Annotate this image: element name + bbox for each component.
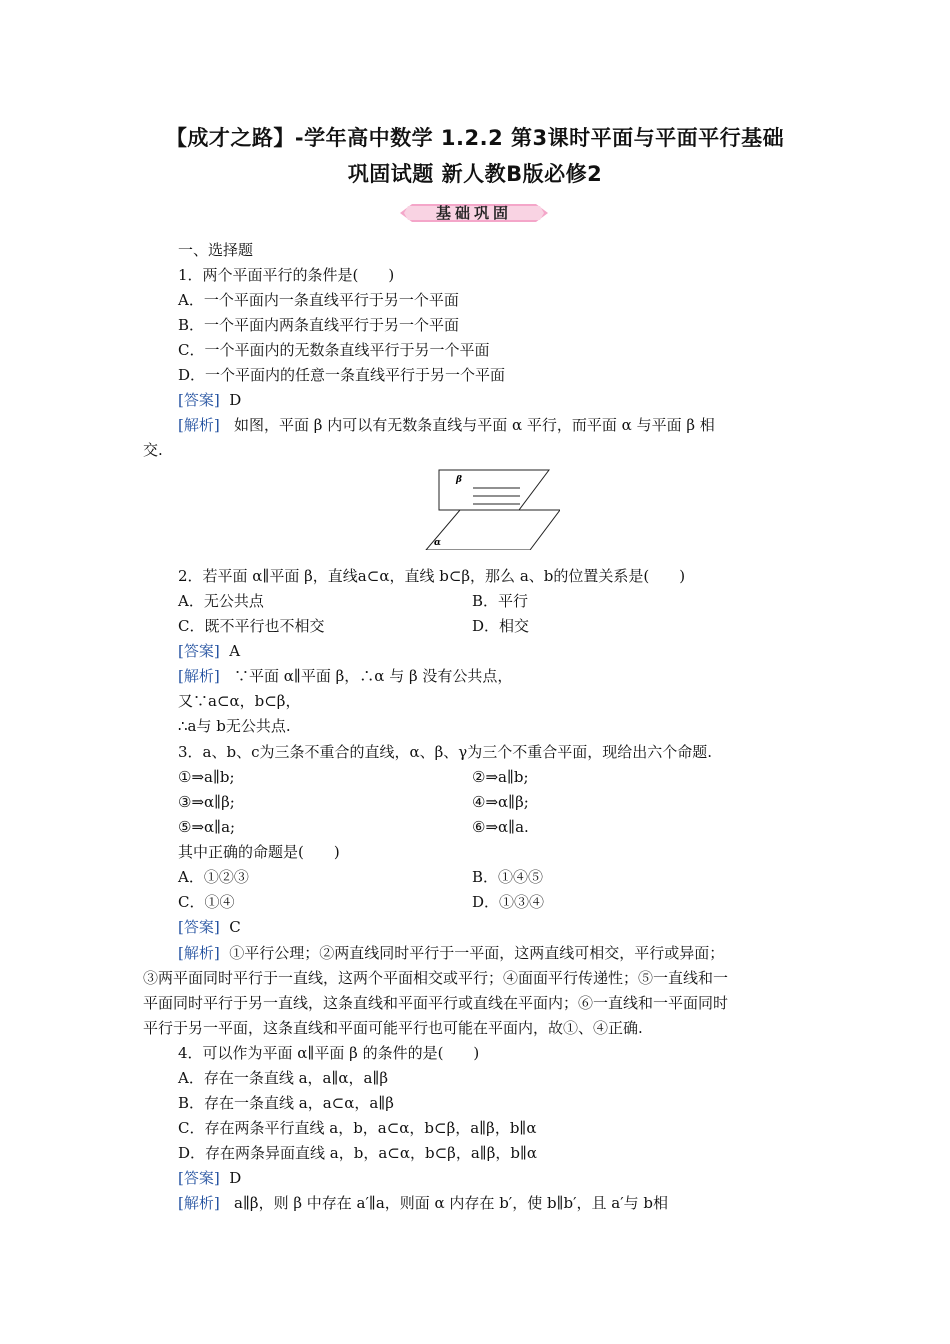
q2-option-b: B．平行 [472,592,529,610]
q3-analysis-line-3: 平面同时平行于另一直线，这条直线和平面平行或直线在平面内；⑥一直线和一平面同时 [143,994,729,1012]
q3-option-b: B．①④⑤ [472,868,544,886]
q4-answer [178,1168,241,1188]
q2-stem: 2．若平面 α∥平面 β，直线a⊂α，直线 b⊂β，那么 a、b的位置关系是( ) [178,567,686,585]
q3-analysis [178,943,724,963]
q3-prop-1: ①⇒a∥b; [178,768,235,786]
analysis-tag: [解析] [178,416,220,434]
plane-alpha-shape [426,510,560,550]
q1-option-a: A．一个平面内一条直线平行于另一个平面 [178,291,459,309]
q4-option-c: C．存在两条平行直线 a，b，a⊂α，b⊂β，a∥β，b∥α [178,1119,537,1137]
q4-analysis [178,1193,668,1213]
q2-answer [178,641,240,661]
q3-prop-4: ④⇒α∥β; [472,793,529,811]
q3-analysis-line-4: 平行于另一平面，这条直线和平面可能平行也可能在平面内，故①、④正确. [143,1019,643,1037]
q2-analysis [178,666,512,686]
q3-prop-5: ⑤⇒α∥a; [178,818,236,836]
q1-stem: 1．两个平面平行的条件是( ) [178,266,395,284]
q1-option-c: C．一个平面内的无数条直线平行于另一个平面 [178,341,490,359]
q3-analysis-line-2: ③两平面同时平行于一直线，这两个平面相交或平行；④面面平行传递性；⑤一直线和一 [143,969,729,987]
q3-prop-3: ③⇒α∥β; [178,793,235,811]
answer-tag: [答案] [178,642,220,660]
q3-ask: 其中正确的命题是( ) [178,843,340,861]
q3-option-a: A．①②③ [178,868,249,886]
label-alpha: α [434,538,441,548]
q1-analysis [178,415,715,435]
q1-analysis-cont: 交. [143,441,163,459]
q2-analysis-line-3: ∴a与 b无公共点. [178,717,291,735]
analysis-text: a∥β，则 β 中存在 a′∥a，则面 α 内存在 b′，使 b∥b′，且 a′与 b相 [234,1194,669,1212]
q4-stem: 4．可以作为平面 α∥平面 β 的条件的是( ) [178,1044,480,1062]
answer-tag: [答案] [178,1169,220,1187]
q3-prop-6: ⑥⇒α∥a. [472,818,529,836]
analysis-tag: [解析] [178,1194,220,1212]
label-beta: β [456,475,462,485]
analysis-text: 如图，平面 β 内可以有无数条直线与平面 α 平行，而平面 α 与平面 β 相 [234,416,715,434]
q1-answer [178,390,241,410]
answer-value: D [229,1169,242,1187]
document-title-line-2: 巩固试题 新人教B版必修2 [347,162,603,186]
analysis-tag: [解析] [178,944,220,962]
q3-answer [178,917,241,937]
section-heading: 一、选择题 [178,241,254,259]
answer-value: D [229,391,242,409]
section-banner [398,202,550,224]
banner-label: 基础巩固 [435,204,512,222]
q3-option-c: C．①④ [178,893,235,911]
q1-option-d: D．一个平面内的任意一条直线平行于另一个平面 [178,366,506,384]
answer-value: C [229,918,241,936]
intersecting-planes-figure [425,466,560,550]
answer-tag: [答案] [178,391,220,409]
q3-stem: 3．a、b、c为三条不重合的直线，α、β、γ为三个不重合平面，现给出六个命题. [178,743,713,761]
analysis-tag: [解析] [178,667,220,685]
q2-option-a: A．无公共点 [178,592,264,610]
q2-option-c: C．既不平行也不相交 [178,617,325,635]
q2-option-d: D．相交 [472,617,530,635]
q4-option-b: B．存在一条直线 a，a⊂α，a∥β [178,1094,394,1112]
q1-option-b: B．一个平面内两条直线平行于另一个平面 [178,316,460,334]
q4-option-d: D．存在两条异面直线 a，b，a⊂α，b⊂β，a∥β，b∥α [178,1144,538,1162]
answer-tag: [答案] [178,918,220,936]
analysis-text: ①平行公理；②两直线同时平行于一平面，这两直线可相交，平行或异面； [229,944,725,962]
document-title-line-1: 【成才之路】-学年高中数学 1.2.2 第3课时平面与平面平行基础 [165,126,785,150]
analysis-text: ∵平面 α∥平面 β，∴α 与 β 没有公共点， [234,667,513,685]
answer-value: A [229,642,241,660]
q3-option-d: D．①③④ [472,893,545,911]
q4-option-a: A．存在一条直线 a，a∥α，a∥β [178,1069,389,1087]
q2-analysis-line-2: 又∵a⊂α，b⊂β， [178,692,301,710]
q3-prop-2: ②⇒a∥b; [472,768,529,786]
